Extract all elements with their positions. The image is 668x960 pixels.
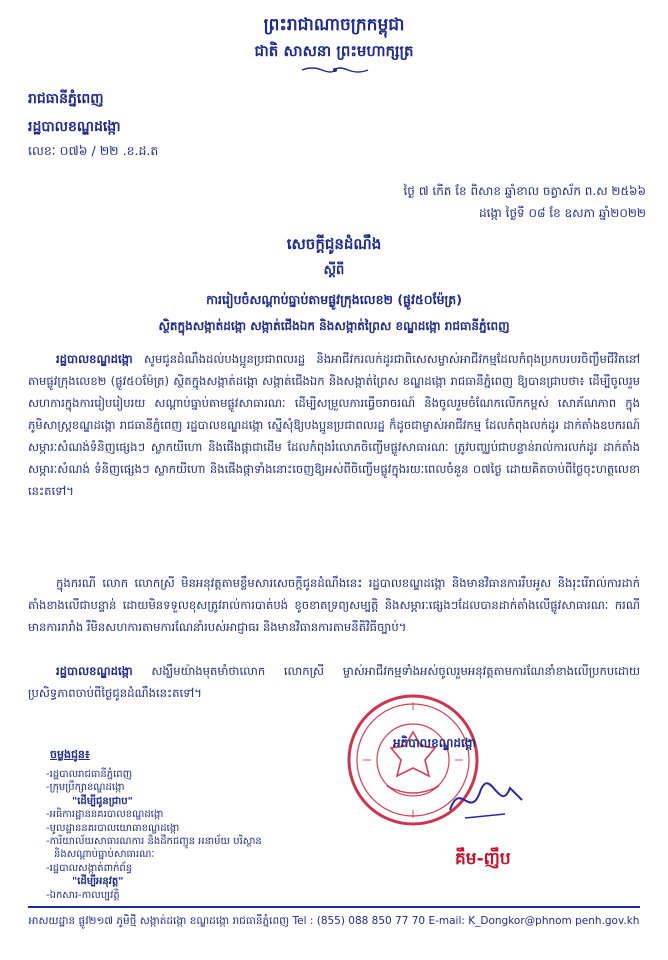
cc-item: និងសណ្តាប់ធ្នាប់សាធារណៈ (54, 849, 155, 861)
paragraph-3 (28, 660, 640, 704)
national-motto: ជាតិ សាសនា ព្រះមហាក្សត្រ (254, 42, 414, 60)
signatory-title: អភិបាលខណ្ឌដង្កោ (393, 736, 477, 750)
paragraph-3-text: សង្ឃឹមយ៉ាងមុតមាំថាលោក លោកស្រី ម្ចាស់អាជីវកម្មទាំងអស់ចូលរួមអនុវត្តតាមការណែនាំខាងលើប្រកបដោយប្រសិទ្ធភាពចាប់ពីថ្ងៃជូនដំណឹងនេះតទៅ។ (28, 664, 640, 700)
capital-name: រាជធានីភ្នំពេញ (28, 91, 104, 107)
cc-item: -រដ្ឋបាលសង្កាត់ពាក់ព័ន្ធ (46, 862, 133, 874)
cc-list (46, 768, 262, 902)
footer-address: អាសយដ្ឋាន ផ្លូវ២១៧ ភូមិថ្មី សង្កាត់ដង្កោ ខណ្ឌដង្កោ រាជធានីភ្នំពេញ Tel : (855) 088 850 77 70 E-mail: K_Dongkor@phnom penh.gov.kh (28, 915, 640, 927)
paragraph-1 (28, 348, 640, 502)
district-admin-name: រដ្ឋបាលខណ្ឌដង្កោ (28, 119, 121, 135)
paragraph-2-text: ក្នុងករណី លោក លោកស្រី មិនអនុវត្តតាមខ្លឹមសារសេចក្តីជូនដំណឹងនេះ រដ្ឋបាលខណ្ឌដង្កោ និងមានវិធានការរឹបអូស និងរុះរើរាល់ការដាក់តាំងខាងលើជាបន្ទាន់ ដោយមិនទទួលខុសត្រូវរាល់ការបាត់បង់ ខូចខាតទ្រព្យសម្បត្តិ និងសម្ភារៈផ្សេងៗដែលបានដាក់តាំងលើផ្លូវសាធារណៈ ករណីមានការរារាំង រឺមិនសហការតាមការណែនាំរបស់អាជ្ញាធរ និងមានវិធានការតាមនីតិវិធីច្បាប់។ (28, 576, 640, 634)
document-number: លេខៈ ០៧៦ / ២២ .ខ.ដ.ត (28, 143, 159, 158)
document-title: សេចក្តីជូនដំណឹង (286, 235, 382, 253)
paragraph-3-lead: រដ្ឋបាលខណ្ឌដង្កោ (56, 664, 133, 678)
solar-date: ដង្កោ ថ្ងៃទី ០៨ ខែ ឧសភា ឆ្នាំ២០២២ (478, 206, 646, 220)
cc-item: -ការិយាល័យសាធារណការ និងដឹកជញ្ជូន អនាម័យ បរិស្ថាន (46, 836, 262, 848)
header-ornament (300, 66, 370, 74)
kingdom-heading: ព្រះរាជាណាចក្រកម្ពុជា (263, 15, 405, 35)
handwritten-signature-icon (440, 770, 530, 830)
cc-item: -មូលដ្ឋាននគរបាលយោធាខណ្ឌដង្កោ (46, 822, 180, 834)
about-label: ស្តីពី (323, 263, 345, 278)
cc-item: -ក្រុមប្រឹក្សាខណ្ឌដង្កោ (46, 782, 125, 794)
subject-line-1: ការរៀបចំសណ្តាប់ធ្នាប់តាមផ្លូវក្រុងលេខ២ (ផ្លូវ៥០ម៉ែត្រ) (206, 292, 462, 307)
paragraph-1-text: សូមជូនដំណឹងដល់បងប្អូនប្រជាពលរដ្ឋ និងអាជីវករលក់ដូរជាពិសេសម្ចាស់អាជីវកម្មដែលកំពុងប្រកបរបរចិញ្ចឹមជីវិតនៅតាមផ្លូវក្រុងលេខ២ (ផ្លូវ៥០ម៉ែត្រ) ស្ថិតក្នុងសង្កាត់ដង្កោ សង្កាត់ជើងឯក និងសង្កាត់ព្រៃស ខណ្ឌដង្កោ រាជធានីភ្នំពេញ ឱ្យបានជ្រាបថា៖ ដើម្បីចូលរួមសហការក្នុងការរៀបរៀបរយ សណ្តាប់ធ្នាប់តាមផ្លូវសាធារណៈ ដើម្បីសម្រួលការធ្វើចរាចរណ៍ និងចូលរួមចំណែកលើកកម្ពស់ សោភ័ណភាព ក្នុងភូមិសាស្ត្រខណ្ឌដង្កោ រាជធានីភ្នំពេញ រដ្ឋបាលខណ្ឌដង្កោ ស្នើសុំឱ្យបងប្អូនប្រជាពលរដ្ឋ ក៏ដូចជាម្ចាស់អាជីវកម្ម ដែលកំពុងលក់ដូរ ដាក់តាំងឧបករណ៍ សម្ភារៈសំណង់ទំនិញផ្សេងៗ ស្លាកយីហោ និងផើងផ្កាជាដើម ដែលកំពុងរំលោភចិញ្ចើមផ្លូវសាធារណៈ ត្រូវបញ្ឈប់ជាបន្ទាន់រាល់ការលក់ដូរ ដាក់តាំងសម្ភារៈសំណង់ ទំនិញផ្សេងៗ ស្លាកយីហោ និងផើងផ្កាទាំងនោះចេញឱ្យអស់ពីចិញ្ចើមផ្លូវក្នុងរយៈពេលចំនួន ០៧ថ្ងៃ ដោយគិតចាប់ពីថ្ងៃចុះហត្ថលេខានេះតទៅ។ (28, 352, 640, 498)
subject-line-2: ស្ថិតក្នុងសង្កាត់ដង្កោ សង្កាត់ជើងឯក និងសង្កាត់ព្រៃស ខណ្ឌដង្កោ រាជធានីភ្នំពេញ (158, 319, 510, 333)
cc-item: -ឯកសារ-កាលប្បវត្តិ (46, 889, 120, 901)
cc-item: -អធិការដ្ឋាននគរបាលខណ្ឌដង្កោ (46, 809, 164, 821)
lunar-date: ថ្ងៃ ៧ កើត ខែ ពិសាខ ឆ្នាំខាល ចត្វាស័ក ព.ស ២៥៦៦ (403, 184, 646, 198)
cc-item: "ដើម្បីជូនជ្រាប" (72, 795, 133, 807)
paragraph-1-lead: រដ្ឋបាលខណ្ឌដង្កោ (56, 352, 133, 366)
paragraph-2 (28, 572, 640, 638)
footer-divider (28, 906, 640, 908)
cc-item: "ដើម្បីអនុវត្ត" (72, 876, 124, 888)
signatory-name: គឹម-ញឹប (455, 849, 511, 869)
cc-item: -រដ្ឋបាលរាជធានីភ្នំពេញ (46, 769, 133, 780)
cc-heading: ចម្លងជូន៖ (50, 748, 90, 761)
